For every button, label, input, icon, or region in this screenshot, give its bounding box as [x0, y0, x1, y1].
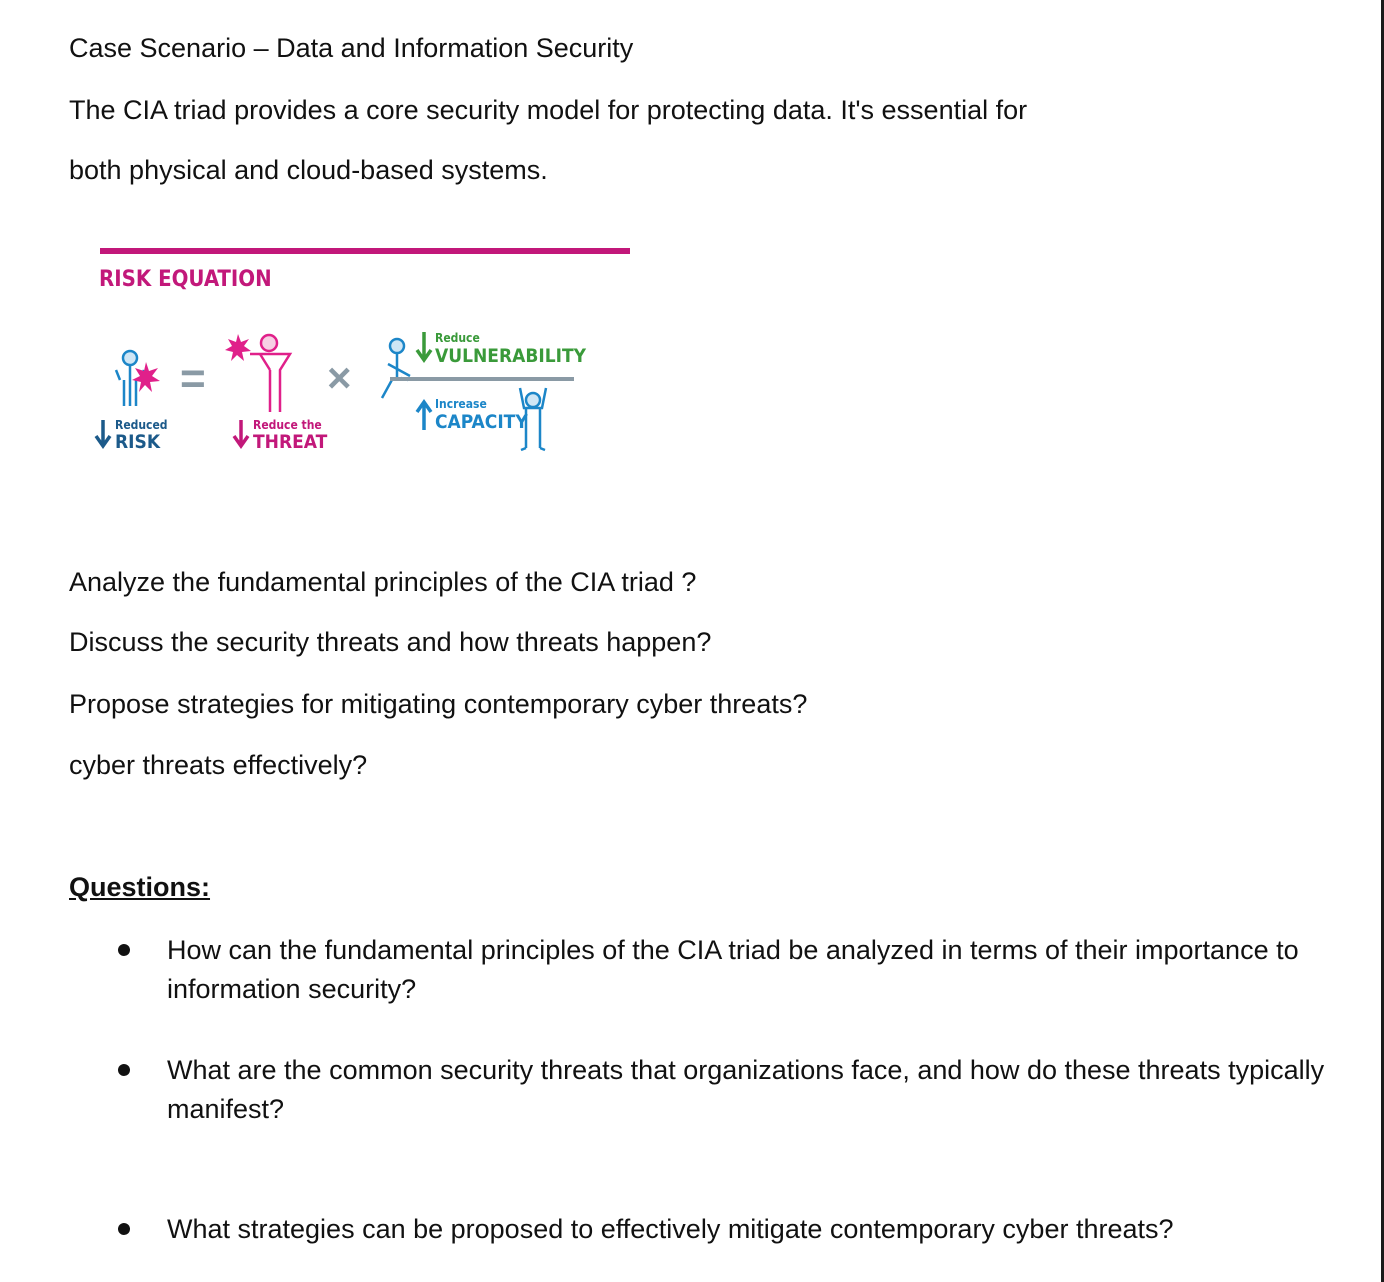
question-item-2: What are the common security threats that organizations face, and how do these threats typically manifest? — [167, 1055, 1325, 1124]
down-arrow-icon — [417, 332, 431, 360]
bullet-icon — [118, 1064, 130, 1076]
person-threat-icon — [250, 335, 290, 412]
bullet-icon — [118, 944, 130, 956]
figure-top-rule — [100, 248, 630, 254]
question-item-3: What strategies can be proposed to effectively mitigate contemporary cyber threats? — [167, 1214, 1174, 1244]
equals-sign: = — [180, 354, 206, 403]
down-arrow-icon — [234, 420, 248, 446]
times-sign: × — [327, 354, 352, 401]
page-title: Case Scenario – Data and Information Security — [69, 33, 634, 63]
prompt-4: cyber threats effectively? — [69, 750, 368, 780]
questions-heading: Questions: — [69, 872, 211, 902]
threat-big-label: THREAT — [253, 431, 328, 453]
risk-equation-figure — [90, 240, 650, 470]
risk-big-label: RISK — [115, 431, 161, 453]
question-item-1: How can the fundamental principles of the CIA triad be analyzed in terms of their importance to information security? — [167, 935, 1299, 1004]
prompt-1: Analyze the fundamental principles of the CIA triad ? — [69, 567, 697, 597]
prompt-2: Discuss the security threats and how threats happen? — [69, 627, 712, 657]
up-arrow-icon — [417, 402, 431, 430]
figure-heading: RISK EQUATION — [99, 267, 272, 292]
capacity-small-label: Increase — [435, 397, 487, 411]
bullet-icon — [118, 1223, 130, 1235]
vulnerability-big-label: VULNERABILITY — [435, 345, 587, 367]
burst-icon — [225, 334, 251, 361]
risk-small-label: Reduced — [115, 418, 168, 432]
fraction-bar — [390, 377, 574, 381]
vulnerability-small-label: Reduce — [435, 331, 480, 345]
down-arrow-icon — [96, 420, 110, 446]
prompt-3: Propose strategies for mitigating contemporary cyber threats? — [69, 689, 808, 719]
person-vulnerability-icon — [382, 339, 410, 398]
intro-line-2: both physical and cloud-based systems. — [69, 155, 548, 185]
intro-line-1: The CIA triad provides a core security model for protecting data. It's essential for — [69, 95, 1028, 125]
capacity-big-label: CAPACITY — [435, 411, 528, 433]
threat-small-label: Reduce the — [253, 418, 322, 432]
